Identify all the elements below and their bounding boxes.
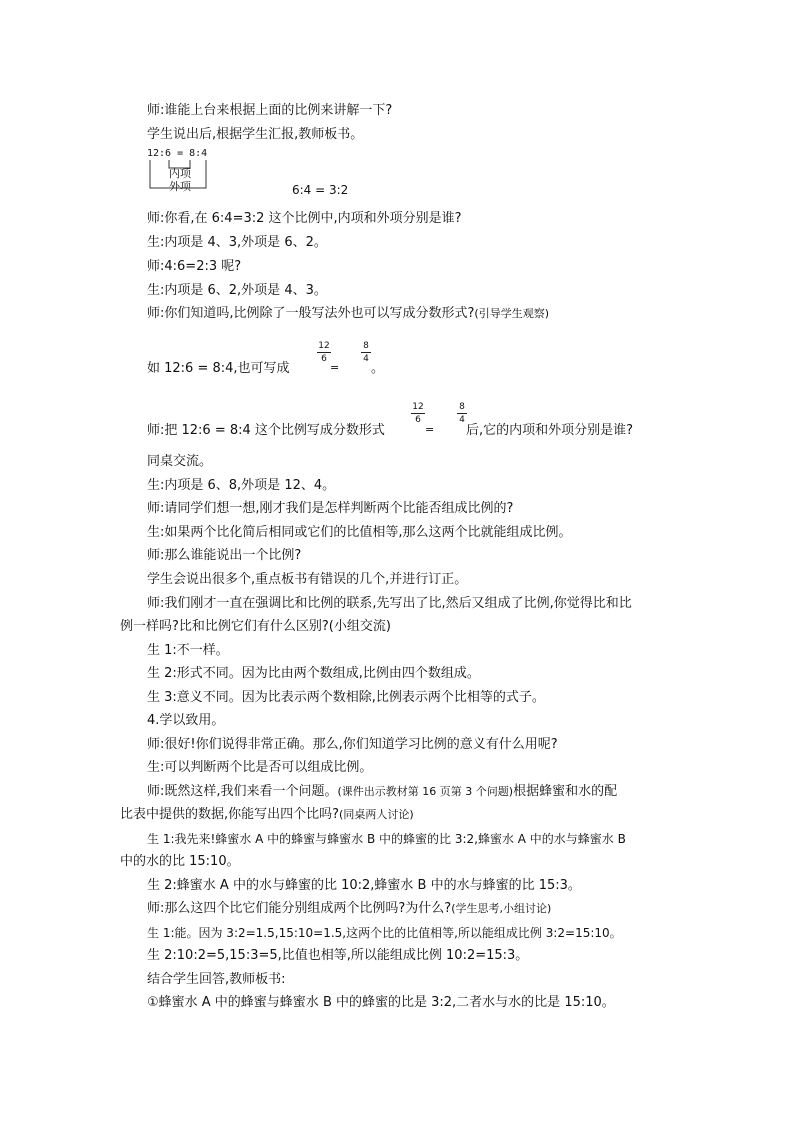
fraction-denominator: 4	[363, 354, 369, 364]
fraction-denominator: 4	[459, 415, 465, 425]
proportion-terms-diagram	[147, 148, 217, 192]
text-line: 生 2:10:2=5,15:3=5,比值也相等,所以能组成比例 10:2=15:3。	[147, 948, 529, 963]
text-line: 生 1:能。因为 3:2=1.5,15:10=1.5,这两个比的比值相等,所以能组成比例 3:2=15:10。	[147, 926, 622, 940]
text-line: 生 1:我先来!蜂蜜水 A 中的蜂蜜与蜂蜜水 B 中的蜂蜜的比 3:2,蜂蜜水 A 中的水与蜂蜜水 B	[147, 832, 626, 846]
text-line	[147, 901, 551, 917]
fraction-denominator: 6	[415, 415, 421, 425]
fraction-bar	[411, 413, 425, 414]
text-line: 例一样吗?比和比例它们有什么区别?(小组交流)	[120, 619, 391, 634]
text-segment: 后,它的内项和外项分别是谁?	[466, 423, 634, 438]
text-annotation: (课件出示教材第 16 页第 3 个问题)	[337, 785, 514, 798]
text-line: 师:很好!你们说得非常正确。那么,你们知道学习比例的意义有什么用呢?	[147, 737, 558, 752]
text-line: 生 1:不一样。	[147, 643, 229, 658]
text-line: 师:请同学们想一想,刚才我们是怎样判断两个比能否组成比例的?	[147, 501, 514, 516]
proportion-example: 6:4 = 3:2	[292, 183, 349, 197]
text-segment: 师:那么这四个比它们能分别组成两个比例吗?为什么?	[147, 901, 452, 916]
text-line: 生:内项是 6、2,外项是 4、3。	[147, 283, 327, 298]
text-segment: 师:既然这样,我们来看一个问题。	[147, 784, 338, 799]
text-line: 同桌交流。	[147, 454, 213, 469]
text-segment: 比表中提供的数据,你能写出四个比吗?	[120, 807, 340, 822]
text-line: 生 2:蜂蜜水 A 中的水与蜂蜜的比 10:2,蜂蜜水 B 中的水与蜂蜜的比 15:3。	[147, 878, 581, 893]
text-segment: 。	[371, 361, 385, 376]
fraction-bar	[361, 352, 371, 353]
text-line: 师:你看,在 6:4=3:2 这个比例中,内项和外项分别是谁?	[147, 211, 462, 226]
text-line: ①蜂蜜水 A 中的蜂蜜与蜂蜜水 B 中的蜂蜜的比是 3:2,二者水与水的比是 15:10。	[147, 995, 615, 1010]
fraction-right	[361, 341, 371, 364]
text-line: 师:4:6=2:3 呢?	[147, 259, 242, 274]
text-line: 学生说出后,根据学生汇报,教师板书。	[147, 127, 364, 142]
text-line: 师:把 12:6 = 8:4 这个比例写成分数形式	[147, 423, 385, 438]
outer-term-label: 外项	[169, 180, 191, 193]
equals-sign: =	[425, 423, 435, 436]
text-line: 生 2:形式不同。因为比由两个数组成,比例由四个数组成。	[147, 666, 480, 681]
text-line: 生 3:意义不同。因为比表示两个数相除,比例表示两个比相等的式子。	[147, 690, 545, 705]
fraction-bar	[317, 352, 331, 353]
text-segment: 根据蜂蜜和水的配	[513, 784, 618, 799]
text-line: 生:内项是 6、8,外项是 12、4。	[147, 478, 336, 493]
text-segment: 师:你们知道吗,比例除了一般写法外也可以写成分数形式?	[147, 306, 475, 321]
text-line: 生:可以判断两个比是否可以组成比例。	[147, 760, 373, 775]
text-line: 中的水的比 15:10。	[120, 854, 240, 869]
text-line: 师:我们刚才一直在强调比和比例的联系,先写出了比,然后又组成了比例,你觉得比和比	[147, 596, 632, 611]
fraction-left	[411, 402, 425, 425]
equals-sign: =	[330, 361, 340, 374]
text-line: 如 12:6 = 8:4,也可写成	[147, 361, 290, 376]
text-line: 生:内项是 4、3,外项是 6、2。	[147, 235, 327, 250]
section-heading: 4.学以致用。	[147, 713, 225, 728]
fraction-numerator: 12	[412, 402, 424, 412]
text-line: 师:那么谁能说出一个比例?	[147, 548, 302, 563]
text-line	[120, 807, 414, 823]
text-annotation: (引导学生观察)	[474, 307, 550, 320]
fraction-numerator: 8	[459, 402, 465, 412]
diagram-expression: 12:6 = 8:4	[147, 148, 208, 159]
fraction-right	[457, 402, 467, 425]
text-line: 结合学生回答,教师板书:	[147, 972, 286, 987]
fraction-numerator: 12	[318, 341, 330, 351]
inner-term-label: 内项	[169, 167, 191, 180]
fraction-left	[317, 341, 331, 364]
fraction-bar	[457, 413, 467, 414]
text-line: 生:如果两个比化简后相同或它们的比值相等,那么这两个比就能组成比例。	[147, 525, 572, 540]
text-line	[147, 784, 617, 800]
fraction-numerator: 8	[363, 341, 369, 351]
text-annotation: (学生思考,小组讨论)	[451, 902, 552, 915]
fraction-denominator: 6	[321, 354, 327, 364]
text-annotation: (同桌两人讨论)	[339, 808, 414, 821]
text-line: 师:谁能上台来根据上面的比例来讲解一下?	[147, 103, 393, 118]
text-line	[147, 306, 549, 322]
text-line: 学生会说出很多个,重点板书有错误的几个,并进行订正。	[147, 572, 468, 587]
